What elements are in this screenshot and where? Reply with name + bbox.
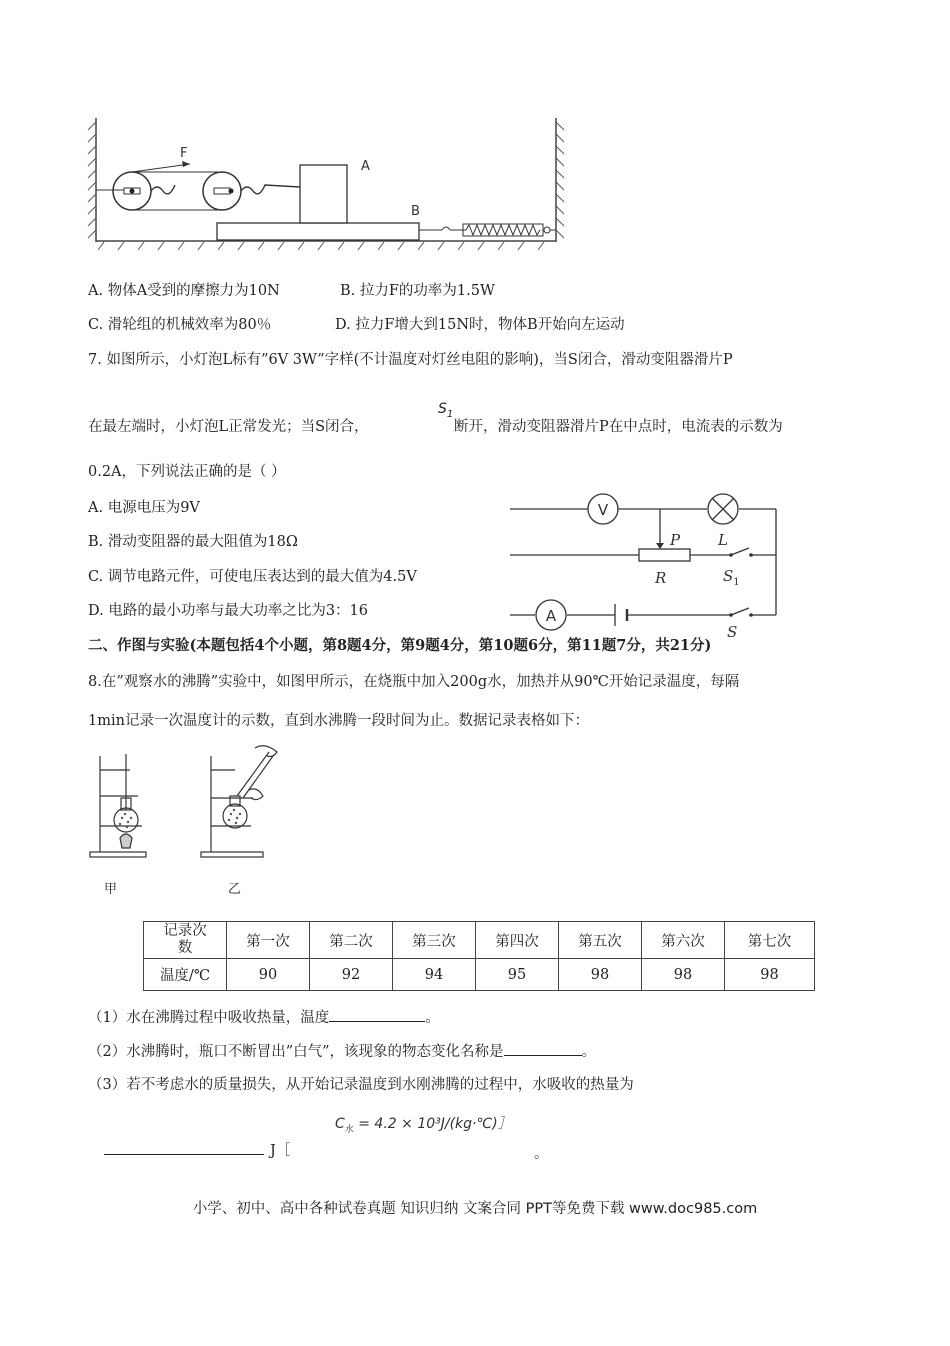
apparatus-jia bbox=[82, 748, 162, 863]
table-cell: 90 bbox=[227, 959, 310, 991]
q7-option-a: A. 电源电压为9V bbox=[88, 500, 200, 516]
q7-option-c: C. 调节电路元件，可使电压表达到的最大值为4.5V bbox=[88, 569, 417, 585]
voltmeter-label: V bbox=[597, 501, 609, 519]
subq-3-end: 。 bbox=[534, 1146, 549, 1162]
s1-symbol: $S_1$ bbox=[438, 401, 454, 420]
label-l: L bbox=[718, 531, 728, 549]
q7-line-2-a: 在最左端时，小灯泡L正常发光；当S闭合， bbox=[88, 419, 369, 435]
q7-option-d: D. 电路的最小功率与最大功率之比为3：16 bbox=[88, 603, 369, 619]
page-footer: 小学、初中、高中各种试卷真题 知识归纳 文案合同 PPT等免费下载 www.doc985.com bbox=[192, 1201, 758, 1217]
subq-3-answer-row: J［ bbox=[104, 1139, 290, 1161]
specific-heat-formula: $C_水 = 4.2$ × 10³J/(kg·℃)］ bbox=[335, 1116, 512, 1135]
q8-line-1: 8.在”观察水的沸腾”实验中，如图甲所示，在烧瓶中加入200g水，加热并从90℃开始记录温度，每隔 bbox=[88, 674, 740, 690]
answer-blank-3[interactable] bbox=[104, 1139, 264, 1155]
subq-2: （2）水沸腾时，瓶口不断冒出”白气”，该现象的物态变化名称是 。 bbox=[88, 1040, 596, 1062]
apparatus-yi bbox=[193, 740, 293, 863]
caption-yi: 乙 bbox=[228, 882, 242, 897]
table-row-label: 温度/℃ bbox=[144, 959, 227, 991]
table-cell: 94 bbox=[393, 959, 476, 991]
section-2-heading: 二、作图与实验(本题包括4个小题，第8题4分，第9题4分，第10题6分，第11题7分，共21分) bbox=[88, 637, 712, 654]
label-r: R bbox=[655, 569, 667, 587]
q7-line-1: 7. 如图所示，小灯泡L标有”6V 3W”字样(不计温度对灯丝电阻的影响)，当S闭合，滑动变阻器滑片P bbox=[88, 352, 733, 368]
ammeter-label: A bbox=[545, 607, 557, 625]
answer-blank-2[interactable] bbox=[504, 1040, 582, 1056]
label-b: B bbox=[411, 204, 420, 219]
q7-option-b: B. 滑动变阻器的最大阻值为18Ω bbox=[88, 534, 298, 550]
table-header-cell: 第五次 bbox=[559, 922, 642, 959]
q6-option-a: A. 物体A受到的摩擦力为10N bbox=[88, 283, 280, 299]
table-cell: 95 bbox=[476, 959, 559, 991]
table-header-cell: 第七次 bbox=[725, 922, 815, 959]
subq-1: （1）水在沸腾过程中吸收热量，温度 。 bbox=[88, 1006, 440, 1028]
label-f: F bbox=[180, 146, 188, 161]
q6-option-b: B. 拉力F的功率为1.5W bbox=[340, 283, 495, 299]
table-cell: 98 bbox=[725, 959, 815, 991]
table-header-cell: 第四次 bbox=[476, 922, 559, 959]
q6-option-d: D. 拉力F增大到15N时，物体B开始向左运动 bbox=[335, 317, 625, 333]
table-header-cell: 第三次 bbox=[393, 922, 476, 959]
q6-option-row-1 bbox=[88, 281, 495, 301]
pulley-diagram bbox=[80, 110, 575, 255]
caption-jia: 甲 bbox=[104, 882, 118, 897]
label-s1: $S_1$ bbox=[723, 567, 740, 588]
circuit-diagram bbox=[505, 488, 790, 638]
table-header-cell: 第二次 bbox=[310, 922, 393, 959]
table-cell: 92 bbox=[310, 959, 393, 991]
table-cell: 98 bbox=[642, 959, 725, 991]
table-row bbox=[144, 959, 815, 991]
subq-3: （3）若不考虑水的质量损失，从开始记录温度到水刚沸腾的过程中，水吸收的热量为 bbox=[88, 1077, 634, 1093]
q6-option-c: C. 滑轮组的机械效率为80％ bbox=[88, 317, 272, 333]
label-s: S bbox=[727, 623, 738, 638]
q7-line-2 bbox=[88, 401, 783, 437]
table-header-row bbox=[144, 922, 815, 959]
answer-blank-1[interactable] bbox=[329, 1006, 425, 1022]
table-header-cell: 第一次 bbox=[227, 922, 310, 959]
q7-line-2-b: 断开，滑动变阻器滑片P在中点时，电流表的示数为 bbox=[454, 419, 783, 435]
table-header-label: 记录次 数 bbox=[144, 922, 227, 959]
table-header-cell: 第六次 bbox=[642, 922, 725, 959]
temperature-table bbox=[143, 921, 815, 991]
q7-line-3: 0.2A，下列说法正确的是（ ） bbox=[88, 464, 286, 480]
table-cell: 98 bbox=[559, 959, 642, 991]
q6-option-row-2 bbox=[88, 315, 625, 335]
q8-line-2: 1min记录一次温度计的示数，直到水沸腾一段时间为止。数据记录表格如下： bbox=[88, 713, 589, 729]
label-p: P bbox=[670, 531, 681, 549]
label-a: A bbox=[361, 159, 370, 174]
